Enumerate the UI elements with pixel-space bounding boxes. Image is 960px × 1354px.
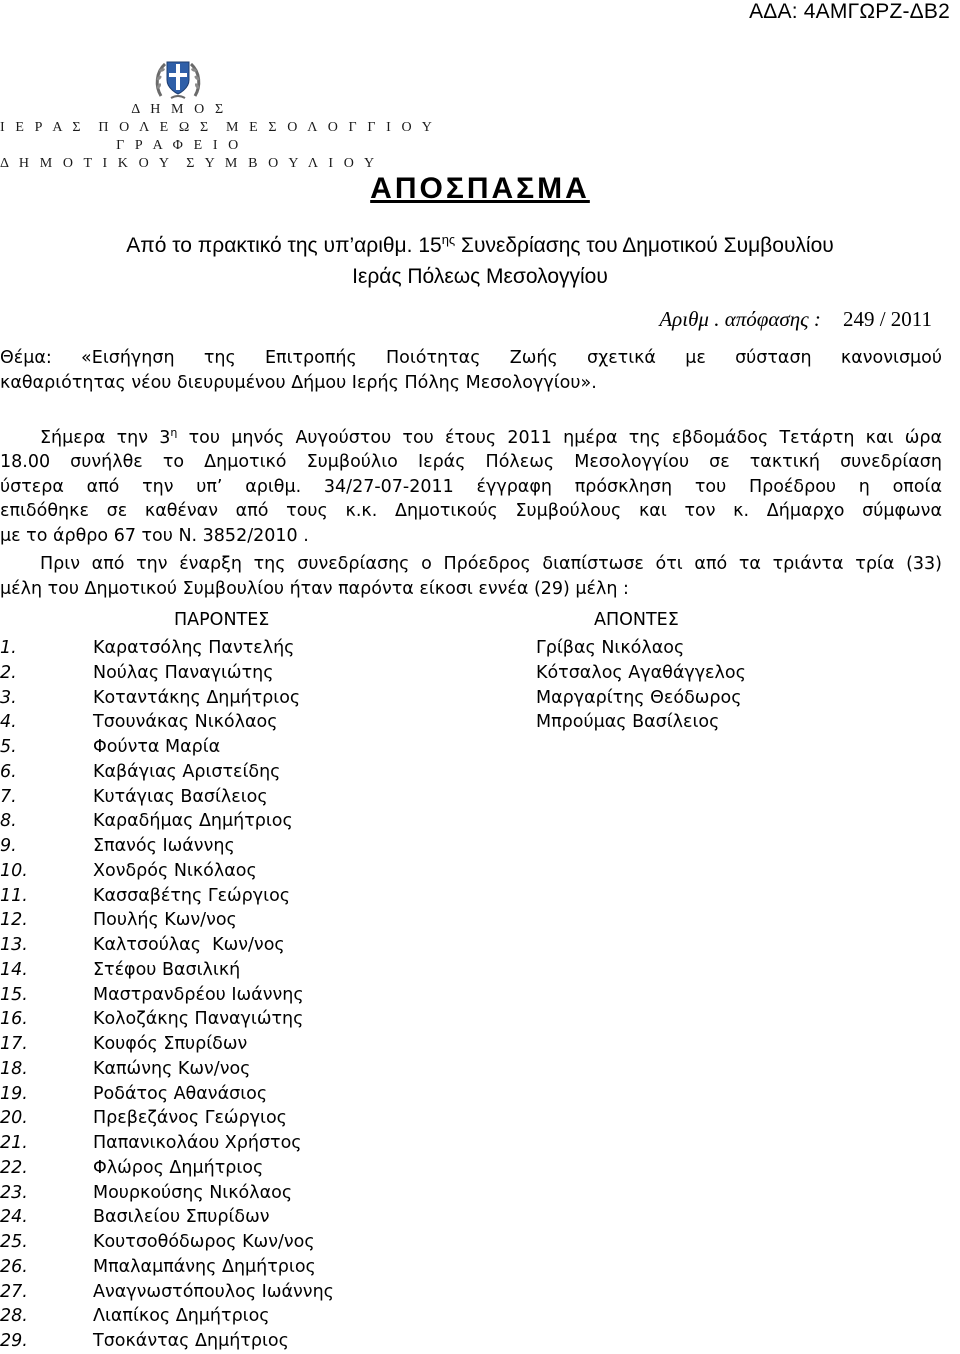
member-name: Λιαπίκος Δημήτριος: [93, 1306, 270, 1327]
member-number: 28.: [0, 1306, 28, 1327]
header-line: Γ Ρ Α Φ Ε Ι Ο: [116, 138, 242, 153]
member-name: Αναγνωστόπουλος Ιωάννης: [93, 1281, 334, 1302]
member-number: 1.: [0, 638, 17, 658]
member-number: 29.: [0, 1331, 28, 1351]
present-member-row: [0, 859, 334, 884]
text-line: ύστερα από την υπ’ αριθμ. 34/27-07-2011 έγγραφη πρόσκληση του Προέδρου η οποία: [0, 476, 942, 497]
present-member-row: [0, 884, 334, 909]
text-line: 18.00 συνήλθε το Δημοτικό Συμβούλιο Ιεράς Πόλεως Μεσολογγίου σε τακτική συνεδρίαση: [0, 452, 942, 473]
member-name: Καβάγιας Αριστείδης: [93, 761, 281, 782]
present-member-row: [0, 1007, 334, 1032]
present-member-row: [0, 686, 334, 711]
member-name: Φούντα Μαρία: [93, 737, 221, 757]
member-number: 2.: [0, 662, 17, 683]
member-name: Κοταντάκης Δημήτριος: [93, 687, 301, 708]
member-number: 6.: [0, 761, 17, 782]
member-name: Κολοζάκης Παναγιώτης: [93, 1009, 304, 1030]
member-number: 3.: [0, 687, 17, 708]
present-member-row: [0, 1131, 334, 1156]
document-title: ΑΠΟΣΠΑΣΜΑ: [370, 172, 590, 205]
attendance-paragraph: [0, 552, 942, 601]
header-line: Δ Η Μ Ο Τ Ι Κ Ο Υ Σ Υ Μ Β Ο Υ Λ Ι Ο Υ: [0, 156, 378, 171]
member-number: 21.: [0, 1133, 28, 1153]
member-name: Χονδρός Νικόλαος: [93, 860, 257, 881]
member-name: Μπαλαμπάνης Δημήτριος: [93, 1256, 316, 1277]
present-member-row: [0, 661, 334, 686]
present-member-row: [0, 1205, 334, 1230]
present-members-list: [0, 636, 334, 1354]
present-member-row: [0, 809, 334, 834]
member-number: 17.: [0, 1034, 28, 1054]
member-number: 26.: [0, 1256, 28, 1277]
present-member-row: [0, 1230, 334, 1255]
member-name: Καραδήμας Δημήτριος: [93, 811, 293, 832]
present-member-row: [0, 1304, 334, 1329]
member-name: Καρατσόλης Παντελής: [93, 638, 295, 658]
member-number: 10.: [0, 860, 28, 881]
member-number: 11.: [0, 885, 28, 906]
document-subtitle: Από το πρακτικό της υπ’αριθμ. $15^{\eta\varsigma}$ Συνεδρίασης του Δημοτικού Συμβουλίου Ιεράς Πόλεως Μεσολογγίου: [126, 232, 834, 288]
member-name: Καπώνης Κων/νος: [93, 1058, 251, 1079]
present-member-row: [0, 834, 334, 859]
present-member-row: [0, 1329, 334, 1354]
present-member-row: [0, 958, 334, 983]
meeting-paragraph: [0, 421, 942, 548]
present-member-row: [0, 1156, 334, 1181]
member-number: 15.: [0, 984, 28, 1005]
member-number: 9.: [0, 836, 17, 856]
member-number: 14.: [0, 959, 28, 980]
member-number: 7.: [0, 786, 17, 807]
present-member-row: [0, 710, 334, 735]
subject-paragraph: [0, 346, 942, 395]
present-member-row: [0, 933, 334, 958]
absent-members-list: [536, 636, 746, 735]
text-line: Πριν από την έναρξη της συνεδρίασης ο Πρόεδρος διαπίστωσε ότι από τα τριάντα τρία (33): [40, 554, 942, 574]
member-name: Μουρκούσης Νικόλαος: [93, 1182, 293, 1203]
present-member-row: [0, 735, 334, 760]
member-name: Κουτσοθόδωρος Κων/νος: [93, 1232, 315, 1252]
greek-coat-of-arms-icon: [153, 56, 203, 102]
present-member-row: [0, 1255, 334, 1280]
member-number: 16.: [0, 1009, 28, 1030]
absent-member-name: Γρίβας Νικόλαος: [536, 638, 685, 658]
member-name: Κουφός Σπυρίδων: [93, 1034, 248, 1054]
member-name: Τσοκάντας Δημήτριος: [93, 1331, 289, 1351]
member-number: 22.: [0, 1157, 28, 1178]
member-number: 13.: [0, 935, 28, 955]
present-member-row: [0, 1106, 334, 1131]
absent-member-name: Μπρούμας Βασίλειος: [536, 712, 720, 733]
member-number: 27.: [0, 1281, 28, 1302]
header-line: Ι Ε Ρ Α Σ Π Ο Λ Ε Ω Σ Μ Ε Σ Ο Λ Ο Γ Γ Ι Ο Υ: [0, 120, 436, 135]
member-number: 5.: [0, 737, 17, 757]
present-member-row: [0, 785, 334, 810]
member-name: Πρεβεζάνος Γεώργιος: [93, 1108, 287, 1129]
present-member-row: [0, 908, 334, 933]
decision-label: Αριθμ . απόφασης :: [659, 307, 821, 331]
member-number: 18.: [0, 1058, 28, 1079]
present-member-row: [0, 1032, 334, 1057]
absent-heading: ΑΠΟΝΤΕΣ: [594, 610, 679, 630]
member-name: Στέφου Βασιλική: [93, 959, 241, 980]
present-heading: ΠΑΡΟΝΤΕΣ: [174, 610, 270, 630]
text-line: Σήμερα την $3^\eta$ του μηνός Αυγούστου του έτους 2011 ημέρα της εβδομάδος Τετάρτη και ώρα: [40, 426, 942, 448]
present-member-row: [0, 1057, 334, 1082]
ada-code: ΑΔΑ: 4ΑΜΓΩΡΖ-ΔΒ2: [749, 0, 950, 23]
absent-member-name: Μαργαρίτης Θεόδωρος: [536, 687, 742, 708]
member-name: Κυτάγιας Βασίλειος: [93, 786, 268, 807]
municipality-header: [0, 101, 436, 173]
text-line: με το άρθρο 67 του Ν. 3852/2010 .: [0, 525, 309, 546]
member-number: 23.: [0, 1182, 28, 1203]
member-name: Ροδάτος Αθανάσιος: [93, 1083, 268, 1104]
header-line: Δ Η Μ Ο Σ: [131, 102, 227, 117]
member-name: Καλτσούλας Κων/νος: [93, 935, 285, 955]
member-name: Φλώρος Δημήτριος: [93, 1157, 264, 1178]
present-member-row: [0, 983, 334, 1008]
present-member-row: [0, 1181, 334, 1206]
present-member-row: [0, 1280, 334, 1305]
member-name: Τσουνάκας Νικόλαος: [93, 712, 278, 733]
member-name: Σπανός Ιωάννης: [93, 836, 235, 856]
member-name: Κασσαβέτης Γεώργιος: [93, 885, 291, 906]
present-member-row: [0, 1082, 334, 1107]
decision-value: 249 / 2011: [842, 307, 932, 331]
member-name: Πουλής Κων/νος: [93, 910, 237, 931]
text-line: επιδόθηκε σε καθέναν από τους κ.κ. Δημοτικούς Συμβούλους και τον κ. Δήμαρχο σύμφωνα: [0, 501, 942, 522]
member-number: 12.: [0, 910, 28, 931]
member-number: 4.: [0, 712, 17, 733]
member-name: Παπανικολάου Χρήστος: [93, 1133, 302, 1153]
absent-member-name: Κότσαλος Αγαθάγγελος: [536, 662, 746, 683]
member-number: 19.: [0, 1083, 28, 1104]
present-member-row: [0, 636, 334, 661]
text-line: Θέμα: «Εισήγηση της Επιτροπής Ποιότητας Ζωής σχετικά με σύσταση κανονισμού: [0, 348, 942, 368]
present-member-row: [0, 760, 334, 785]
member-number: 20.: [0, 1108, 28, 1129]
member-number: 8.: [0, 811, 17, 832]
member-name: Μαστρανδρέου Ιωάννης: [93, 984, 304, 1005]
member-number: 25.: [0, 1232, 28, 1252]
member-name: Νούλας Παναγιώτης: [93, 662, 274, 683]
decision-number: [659, 307, 932, 332]
text-line: μέλη του Δημοτικού Συμβουλίου ήταν παρόντα είκοσι εννέα (29) μέλη :: [0, 578, 629, 599]
text-line: καθαριότητας νέου διευρυμένου Δήμου Ιερής Πόλης Μεσολογγίου».: [0, 372, 597, 393]
member-name: Βασιλείου Σπυρίδων: [93, 1207, 270, 1228]
member-number: 24.: [0, 1207, 28, 1228]
